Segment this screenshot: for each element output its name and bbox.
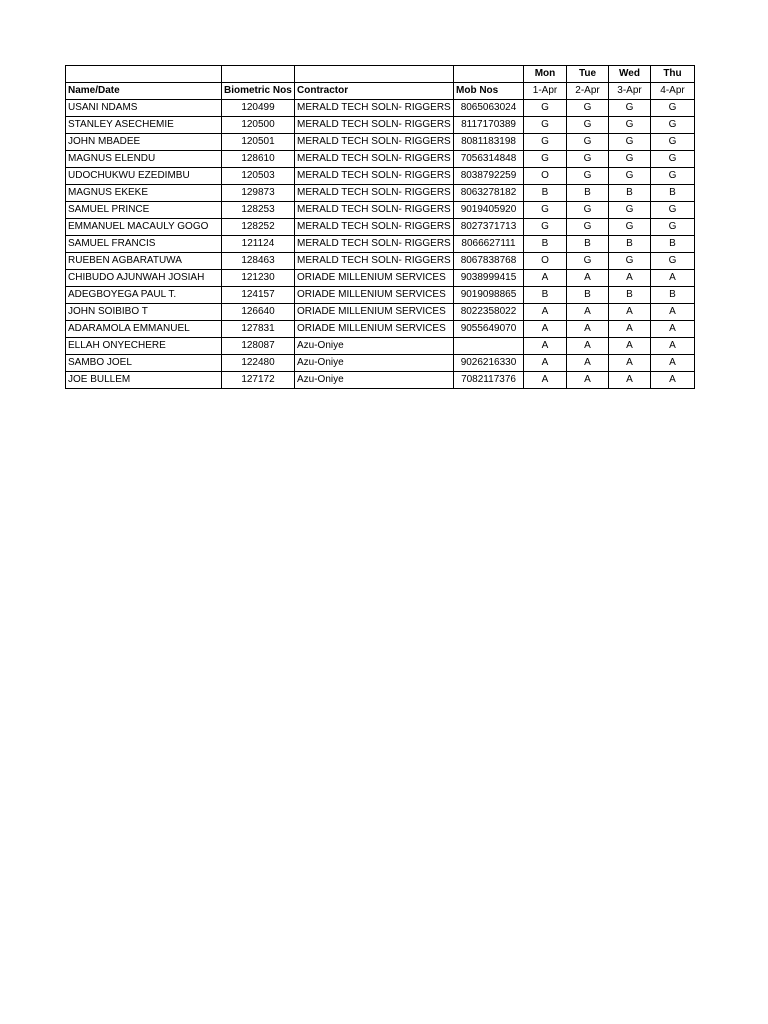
biometric-cell: 122480 — [222, 355, 295, 372]
contractor-cell: MERALD TECH SOLN- RIGGERS — [295, 117, 454, 134]
status-cell: G — [567, 202, 609, 219]
status-cell: G — [567, 219, 609, 236]
mobile-cell: 8038792259 — [454, 168, 524, 185]
biometric-cell: 128610 — [222, 151, 295, 168]
status-cell: G — [651, 100, 695, 117]
status-cell: G — [651, 151, 695, 168]
mobile-cell — [454, 338, 524, 355]
contractor-cell: MERALD TECH SOLN- RIGGERS — [295, 219, 454, 236]
name-cell: CHIBUDO AJUNWAH JOSIAH — [66, 270, 222, 287]
day-header-row — [66, 66, 695, 83]
table-row — [66, 185, 695, 202]
status-cell: B — [609, 287, 651, 304]
name-cell: ELLAH ONYECHERE — [66, 338, 222, 355]
status-cell: G — [567, 134, 609, 151]
mobile-cell: 8117170389 — [454, 117, 524, 134]
biometric-cell: 126640 — [222, 304, 295, 321]
status-cell: G — [609, 168, 651, 185]
attendance-table — [65, 65, 695, 389]
status-cell: G — [567, 168, 609, 185]
status-cell: B — [524, 236, 567, 253]
biometric-cell: 128463 — [222, 253, 295, 270]
status-cell: B — [567, 236, 609, 253]
biometric-cell: 120503 — [222, 168, 295, 185]
status-cell: A — [567, 372, 609, 389]
table-row — [66, 202, 695, 219]
biometric-cell: 124157 — [222, 287, 295, 304]
table-row — [66, 338, 695, 355]
status-cell: G — [651, 202, 695, 219]
status-cell: B — [609, 185, 651, 202]
status-cell: A — [609, 304, 651, 321]
biometric-cell: 120501 — [222, 134, 295, 151]
column-header-mobile: Mob Nos — [454, 83, 524, 100]
status-cell: B — [609, 236, 651, 253]
contractor-cell: MERALD TECH SOLN- RIGGERS — [295, 202, 454, 219]
contractor-cell: MERALD TECH SOLN- RIGGERS — [295, 151, 454, 168]
column-header-contractor: Contractor — [295, 83, 454, 100]
status-cell: G — [524, 202, 567, 219]
status-cell: G — [524, 100, 567, 117]
table-row — [66, 117, 695, 134]
name-cell: SAMUEL PRINCE — [66, 202, 222, 219]
name-cell: EMMANUEL MACAULY GOGO — [66, 219, 222, 236]
status-cell: G — [609, 117, 651, 134]
status-cell: B — [567, 287, 609, 304]
date-header: 2-Apr — [567, 83, 609, 100]
status-cell: A — [524, 321, 567, 338]
blank-cell — [295, 66, 454, 83]
table-row — [66, 372, 695, 389]
table-row — [66, 321, 695, 338]
status-cell: G — [524, 117, 567, 134]
table-row — [66, 270, 695, 287]
mobile-cell: 8081183198 — [454, 134, 524, 151]
column-header-biometric: Biometric Nos — [222, 83, 295, 100]
biometric-cell: 127831 — [222, 321, 295, 338]
status-cell: A — [651, 338, 695, 355]
name-cell: ADARAMOLA EMMANUEL — [66, 321, 222, 338]
name-cell: SAMBO JOEL — [66, 355, 222, 372]
mobile-cell: 8067838768 — [454, 253, 524, 270]
status-cell: A — [651, 304, 695, 321]
status-cell: G — [651, 219, 695, 236]
status-cell: G — [609, 134, 651, 151]
table-row — [66, 355, 695, 372]
contractor-cell: Azu-Oniye — [295, 355, 454, 372]
column-header-row — [66, 83, 695, 100]
status-cell: A — [567, 304, 609, 321]
status-cell: G — [524, 151, 567, 168]
status-cell: G — [524, 134, 567, 151]
status-cell: A — [651, 355, 695, 372]
biometric-cell: 121230 — [222, 270, 295, 287]
column-header-name: Name/Date — [66, 83, 222, 100]
blank-cell — [454, 66, 524, 83]
contractor-cell: ORIADE MILLENIUM SERVICES — [295, 270, 454, 287]
status-cell: G — [567, 117, 609, 134]
status-cell: B — [651, 236, 695, 253]
table-row — [66, 168, 695, 185]
blank-cell — [222, 66, 295, 83]
mobile-cell: 9019098865 — [454, 287, 524, 304]
name-cell: SAMUEL FRANCIS — [66, 236, 222, 253]
status-cell: B — [651, 287, 695, 304]
name-cell: MAGNUS ELENDU — [66, 151, 222, 168]
contractor-cell: Azu-Oniye — [295, 372, 454, 389]
contractor-cell: MERALD TECH SOLN- RIGGERS — [295, 134, 454, 151]
mobile-cell: 7082117376 — [454, 372, 524, 389]
name-cell: RUEBEN AGBARATUWA — [66, 253, 222, 270]
status-cell: G — [609, 151, 651, 168]
biometric-cell: 128253 — [222, 202, 295, 219]
status-cell: A — [609, 355, 651, 372]
name-cell: ADEGBOYEGA PAUL T. — [66, 287, 222, 304]
blank-cell — [66, 66, 222, 83]
name-cell: STANLEY ASECHEMIE — [66, 117, 222, 134]
date-header: 1-Apr — [524, 83, 567, 100]
name-cell: JOHN MBADEE — [66, 134, 222, 151]
status-cell: G — [651, 134, 695, 151]
mobile-cell: 8063278182 — [454, 185, 524, 202]
status-cell: G — [524, 219, 567, 236]
name-cell: JOHN SOIBIBO T — [66, 304, 222, 321]
status-cell: A — [524, 355, 567, 372]
status-cell: O — [524, 168, 567, 185]
contractor-cell: Azu-Oniye — [295, 338, 454, 355]
status-cell: G — [567, 253, 609, 270]
status-cell: G — [651, 117, 695, 134]
status-cell: A — [567, 270, 609, 287]
biometric-cell: 128252 — [222, 219, 295, 236]
biometric-cell: 120500 — [222, 117, 295, 134]
mobile-cell: 8065063024 — [454, 100, 524, 117]
date-header: 4-Apr — [651, 83, 695, 100]
status-cell: G — [609, 100, 651, 117]
biometric-cell: 120499 — [222, 100, 295, 117]
status-cell: O — [524, 253, 567, 270]
status-cell: A — [651, 372, 695, 389]
status-cell: A — [524, 338, 567, 355]
status-cell: G — [651, 168, 695, 185]
contractor-cell: ORIADE MILLENIUM SERVICES — [295, 304, 454, 321]
biometric-cell: 121124 — [222, 236, 295, 253]
contractor-cell: MERALD TECH SOLN- RIGGERS — [295, 253, 454, 270]
status-cell: A — [567, 355, 609, 372]
day-header: Tue — [567, 66, 609, 83]
table-row — [66, 304, 695, 321]
status-cell: B — [524, 287, 567, 304]
name-cell: MAGNUS EKEKE — [66, 185, 222, 202]
status-cell: A — [524, 372, 567, 389]
mobile-cell: 8066627111 — [454, 236, 524, 253]
mobile-cell: 9019405920 — [454, 202, 524, 219]
contractor-cell: MERALD TECH SOLN- RIGGERS — [295, 236, 454, 253]
mobile-cell: 9026216330 — [454, 355, 524, 372]
status-cell: B — [524, 185, 567, 202]
mobile-cell: 7056314848 — [454, 151, 524, 168]
contractor-cell: MERALD TECH SOLN- RIGGERS — [295, 168, 454, 185]
status-cell: A — [609, 270, 651, 287]
contractor-cell: ORIADE MILLENIUM SERVICES — [295, 321, 454, 338]
contractor-cell: MERALD TECH SOLN- RIGGERS — [295, 100, 454, 117]
mobile-cell: 8022358022 — [454, 304, 524, 321]
table-row — [66, 100, 695, 117]
status-cell: A — [524, 270, 567, 287]
table-row — [66, 219, 695, 236]
status-cell: A — [651, 321, 695, 338]
status-cell: A — [567, 338, 609, 355]
status-cell: A — [609, 372, 651, 389]
table-row — [66, 134, 695, 151]
date-header: 3-Apr — [609, 83, 651, 100]
table-row — [66, 253, 695, 270]
day-header: Thu — [651, 66, 695, 83]
contractor-cell: ORIADE MILLENIUM SERVICES — [295, 287, 454, 304]
contractor-cell: MERALD TECH SOLN- RIGGERS — [295, 185, 454, 202]
biometric-cell: 129873 — [222, 185, 295, 202]
biometric-cell: 127172 — [222, 372, 295, 389]
mobile-cell: 9055649070 — [454, 321, 524, 338]
name-cell: USANI NDAMS — [66, 100, 222, 117]
table-row — [66, 151, 695, 168]
status-cell: A — [651, 270, 695, 287]
status-cell: G — [567, 151, 609, 168]
status-cell: G — [567, 100, 609, 117]
mobile-cell: 9038999415 — [454, 270, 524, 287]
status-cell: G — [651, 253, 695, 270]
status-cell: G — [609, 219, 651, 236]
status-cell: G — [609, 202, 651, 219]
mobile-cell: 8027371713 — [454, 219, 524, 236]
day-header: Wed — [609, 66, 651, 83]
status-cell: B — [567, 185, 609, 202]
status-cell: B — [651, 185, 695, 202]
status-cell: A — [567, 321, 609, 338]
table-row — [66, 287, 695, 304]
status-cell: G — [609, 253, 651, 270]
status-cell: A — [609, 321, 651, 338]
table-row — [66, 236, 695, 253]
name-cell: UDOCHUKWU EZEDIMBU — [66, 168, 222, 185]
name-cell: JOE BULLEM — [66, 372, 222, 389]
biometric-cell: 128087 — [222, 338, 295, 355]
status-cell: A — [609, 338, 651, 355]
day-header: Mon — [524, 66, 567, 83]
status-cell: A — [524, 304, 567, 321]
